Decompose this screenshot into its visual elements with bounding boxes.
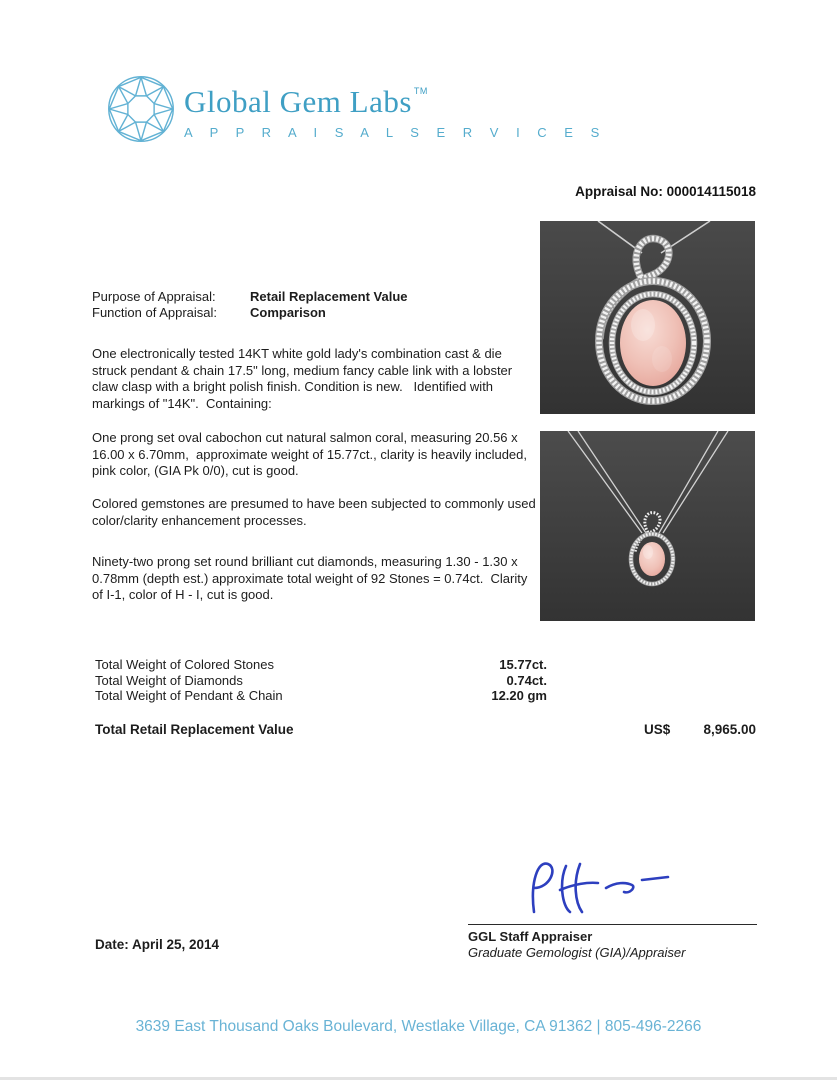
brand-header [106,74,606,144]
field-purpose-label: Purpose of Appraisal: [92,289,216,304]
field-function-label: Function of Appraisal: [92,305,218,320]
trademark-mark: TM [413,86,428,96]
total-label: Total Weight of Colored Stones [95,657,274,672]
total-value: 12.20 gm [491,688,547,703]
field-function-value: Comparison [250,305,326,320]
brand-name-line [184,74,606,119]
total-label: Total Weight of Diamonds [95,672,243,688]
footer-address: 3639 East Thousand Oaks Boulevard, Westlake Village, CA 91362 | 805-496-2266 [135,1018,702,1035]
diamond-icon [106,74,176,144]
total-row-pendant-chain [95,688,547,704]
totals-table [95,657,547,704]
appraisal-fields [92,289,532,321]
appraiser-signature-scribble [518,852,678,922]
disclaimer-enhancement: Colored gemstones are presumed to have been subjected to commonly used color/clarity enhancement processes. [92,496,540,528]
grand-total-label: Total Retail Replacement Value [95,722,294,737]
brand-text [184,74,606,140]
total-value: 0.74ct. [506,672,547,688]
description-diamonds: Ninety-two prong set round brilliant cut diamonds, measuring 1.30 - 1.30 x 0.78mm (depth est.) approximate total weight of 92 Stones = 0.74ct. Clarity of I-1, color of H - I, cut is good. [92,554,531,602]
photo-pendant-on-chain [540,431,755,621]
field-purpose-value: Retail Replacement Value [250,289,408,304]
brand-name: Global Gem Labs [184,84,412,119]
appraiser-title: Graduate Gemologist (GIA)/Appraiser [468,945,686,960]
signature-line [468,924,757,925]
total-value: 15.77ct. [499,657,547,672]
total-label: Total Weight of Pendant & Chain [95,688,283,703]
appraiser-name: GGL Staff Appraiser [468,929,593,944]
appraisal-number: Appraisal No: 000014115018 [575,184,756,199]
grand-total-value [644,722,756,737]
field-function [92,305,532,321]
description-pendant: One electronically tested 14KT white gold lady's combination cast & die struck pendant & chain 17.5" long, medium fancy cable link with a lobster claw clasp with a bright polish finish. Condition is new. Identified with markings of "14K". Containing: [92,346,516,411]
grand-total-amount: 8,965.00 [703,722,756,737]
photo-pendant-closeup [540,221,755,414]
description-coral: One prong set oval cabochon cut natural salmon coral, measuring 20.56 x 16.00 x 6.70mm, approximate weight of 15.77ct., clarity is heavily included, pink color, (GIA Pk 0/0), cut is good. [92,430,531,478]
total-row-colored-stones [95,657,547,673]
total-row-diamonds [95,673,547,689]
brand-subtitle: A P P R A I S A L S E R V I C E S [184,125,607,140]
field-purpose [92,289,532,305]
signature-block [468,852,757,960]
grand-total-currency: US$ [644,722,671,737]
appraisal-date: Date: April 25, 2014 [95,937,220,952]
